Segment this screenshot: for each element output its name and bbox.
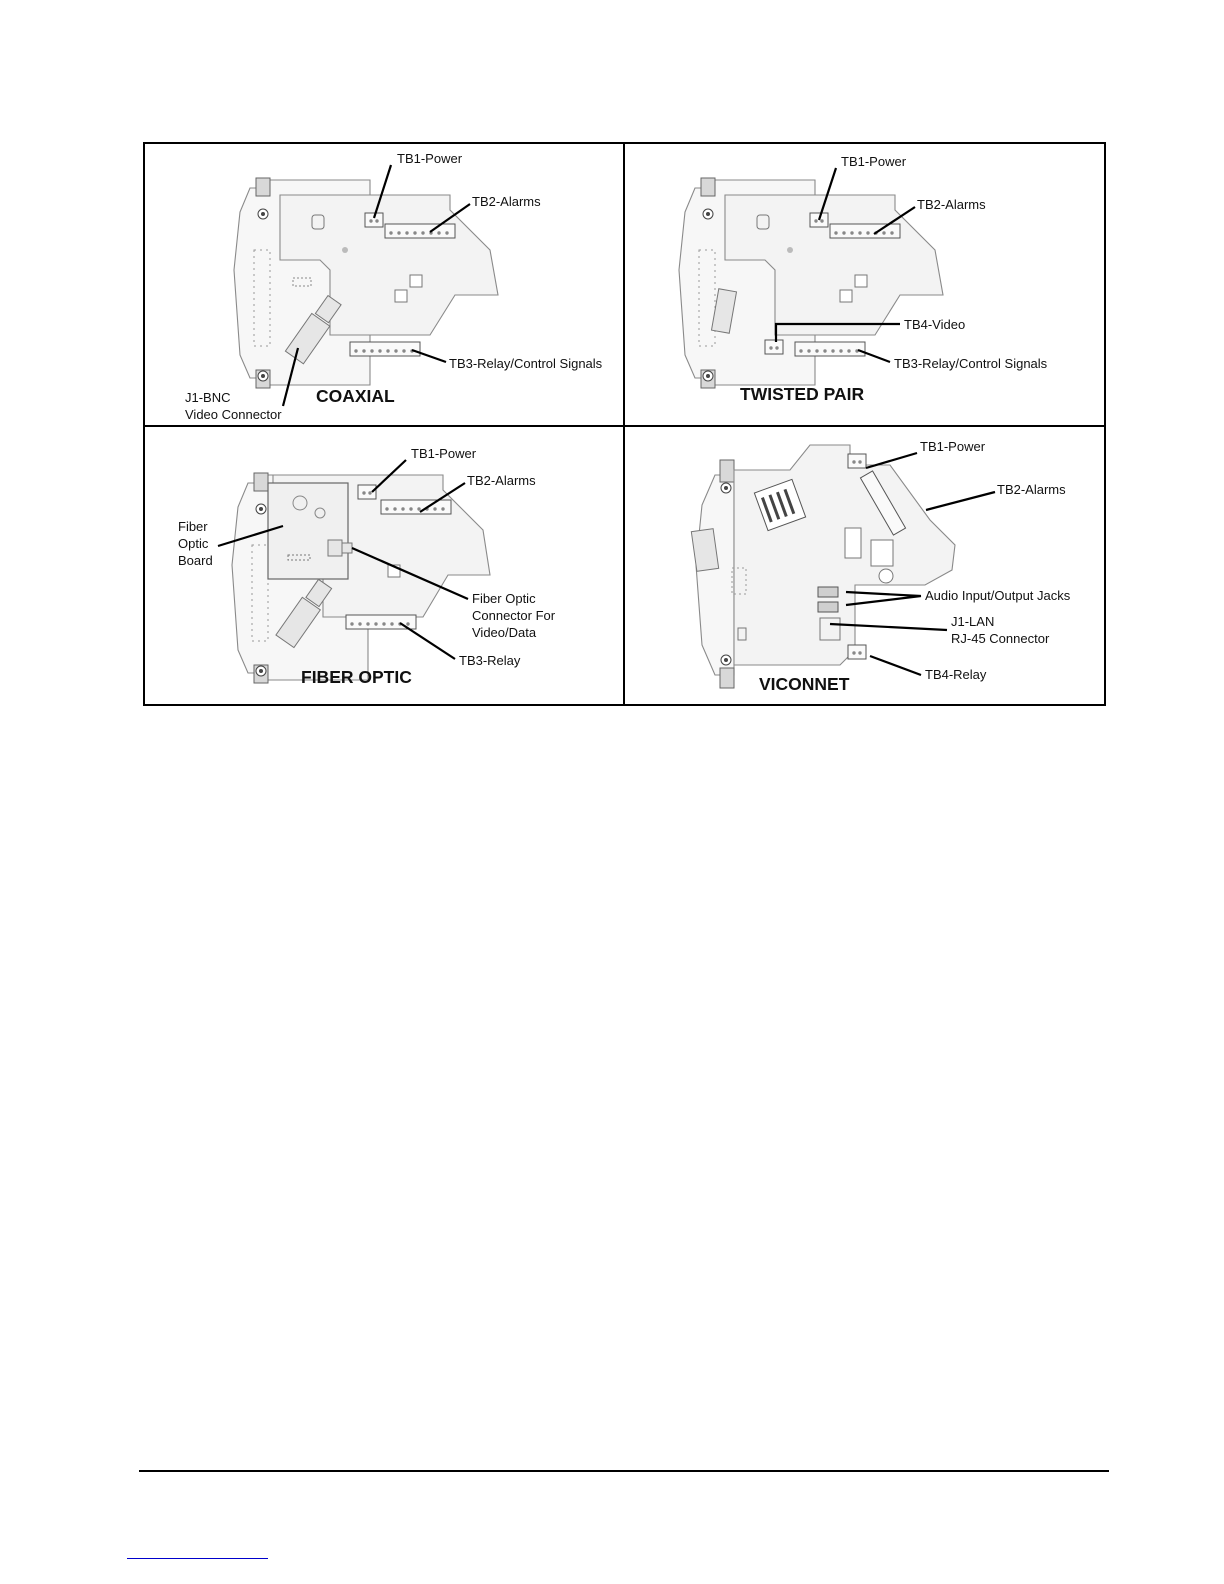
label-tb1-power: TB1-Power (397, 151, 463, 166)
leader-tb2 (926, 492, 995, 510)
label-tb2-alarms: TB2-Alarms (472, 194, 541, 209)
fiber-optic-board-drawing (232, 473, 490, 683)
label-tb4-video: TB4-Video (904, 317, 966, 332)
label-audio-jacks: Audio Input/Output Jacks (925, 588, 1071, 603)
panel-twisted-pair (679, 154, 1048, 404)
label-fiber-board-3: Board (178, 553, 213, 568)
viconnet-board-drawing (691, 445, 955, 688)
label-j1-lan: J1-LAN (951, 614, 995, 629)
panel-coaxial (185, 151, 603, 422)
label-fiber-board-1: Fiber (178, 519, 208, 534)
footer-link-underline (127, 1558, 268, 1559)
label-tb1-power: TB1-Power (920, 439, 986, 454)
label-tb2-alarms: TB2-Alarms (917, 197, 986, 212)
panel-title-viconnet: VICONNET (759, 674, 850, 694)
label-fiber-board-2: Optic (178, 536, 209, 551)
leader-tb1 (866, 453, 917, 468)
label-tb3-relay: TB3-Relay (459, 653, 521, 668)
panel-title-fiber-optic: FIBER OPTIC (301, 667, 412, 687)
panel-viconnet (691, 439, 1070, 694)
leader-tb3 (400, 623, 455, 659)
label-fiber-connector-2: Connector For (472, 608, 556, 623)
leader-tb4 (870, 656, 921, 675)
label-tb2-alarms: TB2-Alarms (997, 482, 1066, 497)
panel-title-twisted-pair: TWISTED PAIR (740, 384, 865, 404)
leader-audio-jacks (846, 592, 921, 605)
label-video-connector: Video Connector (185, 407, 282, 422)
panel-fiber-optic (178, 446, 556, 687)
footer-rule (139, 1470, 1109, 1472)
label-tb1-power: TB1-Power (841, 154, 907, 169)
label-tb3-relay-control: TB3-Relay/Control Signals (449, 356, 603, 371)
label-tb2-alarms: TB2-Alarms (467, 473, 536, 488)
label-tb4-relay: TB4-Relay (925, 667, 987, 682)
panel-title-coaxial: COAXIAL (316, 386, 395, 406)
label-j1-bnc: J1-BNC (185, 390, 231, 405)
label-tb3-relay-control: TB3-Relay/Control Signals (894, 356, 1048, 371)
label-tb1-power: TB1-Power (411, 446, 477, 461)
label-rj45-connector: RJ-45 Connector (951, 631, 1050, 646)
label-fiber-connector-3: Video/Data (472, 625, 537, 640)
label-fiber-connector-1: Fiber Optic (472, 591, 536, 606)
